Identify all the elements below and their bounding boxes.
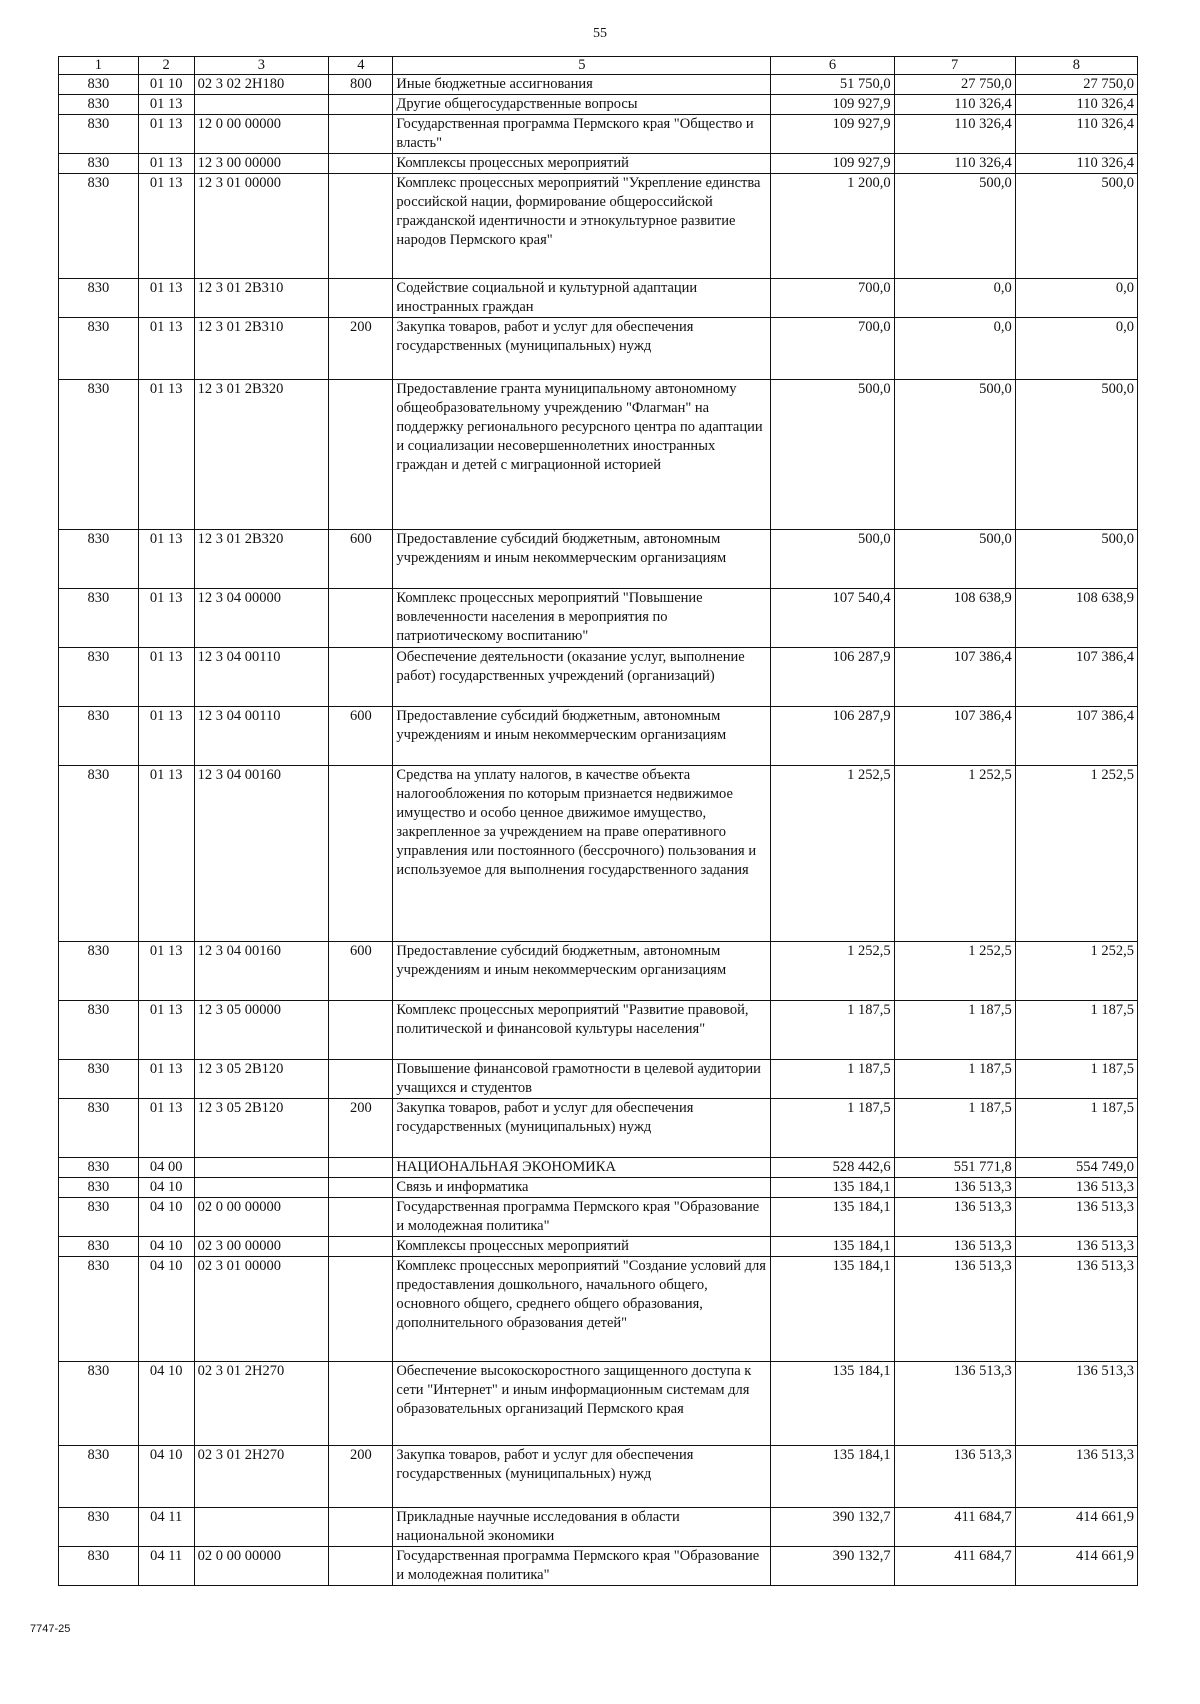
cell-amount-2025: 107 540,4 <box>771 589 894 648</box>
cell-admin-code: 830 <box>59 942 139 1001</box>
cell-section-code: 04 10 <box>138 1446 194 1508</box>
cell-admin-code: 830 <box>59 380 139 530</box>
cell-amount-2027: 500,0 <box>1015 174 1137 279</box>
cell-target-article-code: 12 3 01 2В310 <box>194 318 329 380</box>
cell-admin-code: 830 <box>59 115 139 154</box>
cell-target-article-code: 12 3 04 00160 <box>194 942 329 1001</box>
cell-section-code: 04 11 <box>138 1547 194 1586</box>
column-header: 1 <box>59 57 139 75</box>
cell-amount-2026: 108 638,9 <box>894 589 1015 648</box>
column-header: 5 <box>393 57 771 75</box>
cell-description: Комплекс процессных мероприятий "Развитие правовой, политической и финансовой культуры населения" <box>393 1001 771 1060</box>
cell-amount-2025: 1 187,5 <box>771 1099 894 1158</box>
cell-section-code: 01 13 <box>138 1060 194 1099</box>
cell-description: Государственная программа Пермского края "Общество и власть" <box>393 115 771 154</box>
table-row <box>59 1158 1138 1178</box>
cell-description: Содействие социальной и культурной адаптации иностранных граждан <box>393 279 771 318</box>
cell-admin-code: 830 <box>59 766 139 942</box>
table-row <box>59 1001 1138 1060</box>
cell-amount-2025: 390 132,7 <box>771 1508 894 1547</box>
cell-description: Комплексы процессных мероприятий <box>393 154 771 174</box>
cell-amount-2026: 107 386,4 <box>894 707 1015 766</box>
cell-section-code: 01 13 <box>138 95 194 115</box>
budget-table <box>58 56 1138 1586</box>
cell-amount-2026: 136 513,3 <box>894 1257 1015 1362</box>
cell-target-article-code: 12 0 00 00000 <box>194 115 329 154</box>
cell-expense-type-code <box>329 174 393 279</box>
column-header: 8 <box>1015 57 1137 75</box>
cell-amount-2025: 135 184,1 <box>771 1362 894 1446</box>
cell-admin-code: 830 <box>59 589 139 648</box>
cell-section-code: 01 13 <box>138 174 194 279</box>
cell-amount-2026: 136 513,3 <box>894 1237 1015 1257</box>
cell-section-code: 01 13 <box>138 380 194 530</box>
table-row <box>59 589 1138 648</box>
cell-amount-2025: 500,0 <box>771 380 894 530</box>
cell-amount-2026: 500,0 <box>894 174 1015 279</box>
cell-expense-type-code: 200 <box>329 1446 393 1508</box>
cell-description: Предоставление субсидий бюджетным, автономным учреждениям и иным некоммерческим организациям <box>393 707 771 766</box>
cell-expense-type-code <box>329 589 393 648</box>
cell-amount-2026: 500,0 <box>894 530 1015 589</box>
cell-amount-2027: 136 513,3 <box>1015 1198 1137 1237</box>
table-row <box>59 1257 1138 1362</box>
cell-amount-2025: 106 287,9 <box>771 648 894 707</box>
cell-target-article-code: 02 3 01 2Н270 <box>194 1446 329 1508</box>
header-row <box>59 57 1138 75</box>
cell-admin-code: 830 <box>59 1198 139 1237</box>
cell-amount-2027: 414 661,9 <box>1015 1508 1137 1547</box>
cell-description: Предоставление субсидий бюджетным, автономным учреждениям и иным некоммерческим организациям <box>393 942 771 1001</box>
cell-amount-2026: 136 513,3 <box>894 1362 1015 1446</box>
cell-admin-code: 830 <box>59 95 139 115</box>
cell-target-article-code: 02 3 01 2Н270 <box>194 1362 329 1446</box>
cell-admin-code: 830 <box>59 75 139 95</box>
cell-expense-type-code: 800 <box>329 75 393 95</box>
cell-expense-type-code: 600 <box>329 942 393 1001</box>
cell-expense-type-code <box>329 279 393 318</box>
cell-amount-2026: 136 513,3 <box>894 1446 1015 1508</box>
cell-admin-code: 830 <box>59 1060 139 1099</box>
cell-expense-type-code: 200 <box>329 318 393 380</box>
cell-amount-2025: 390 132,7 <box>771 1547 894 1586</box>
cell-expense-type-code <box>329 1257 393 1362</box>
cell-target-article-code: 12 3 04 00000 <box>194 589 329 648</box>
cell-amount-2025: 51 750,0 <box>771 75 894 95</box>
table-row <box>59 75 1138 95</box>
cell-description: Прикладные научные исследования в области национальной экономики <box>393 1508 771 1547</box>
cell-amount-2026: 107 386,4 <box>894 648 1015 707</box>
table-row <box>59 1099 1138 1158</box>
cell-amount-2027: 107 386,4 <box>1015 648 1137 707</box>
cell-target-article-code: 12 3 01 2В320 <box>194 380 329 530</box>
cell-target-article-code: 12 3 04 00110 <box>194 707 329 766</box>
cell-expense-type-code <box>329 1178 393 1198</box>
cell-amount-2027: 554 749,0 <box>1015 1158 1137 1178</box>
cell-section-code: 04 10 <box>138 1362 194 1446</box>
cell-amount-2027: 110 326,4 <box>1015 95 1137 115</box>
cell-expense-type-code <box>329 1547 393 1586</box>
cell-target-article-code <box>194 1158 329 1178</box>
cell-description: Повышение финансовой грамотности в целевой аудитории учащихся и студентов <box>393 1060 771 1099</box>
cell-amount-2027: 1 187,5 <box>1015 1060 1137 1099</box>
cell-amount-2027: 1 187,5 <box>1015 1001 1137 1060</box>
table-row <box>59 530 1138 589</box>
table-row <box>59 648 1138 707</box>
cell-amount-2027: 0,0 <box>1015 279 1137 318</box>
cell-amount-2025: 109 927,9 <box>771 154 894 174</box>
cell-section-code: 01 13 <box>138 942 194 1001</box>
cell-amount-2025: 1 187,5 <box>771 1060 894 1099</box>
cell-target-article-code: 12 3 00 00000 <box>194 154 329 174</box>
cell-target-article-code: 02 3 01 00000 <box>194 1257 329 1362</box>
cell-amount-2027: 110 326,4 <box>1015 115 1137 154</box>
cell-amount-2027: 110 326,4 <box>1015 154 1137 174</box>
cell-amount-2027: 1 187,5 <box>1015 1099 1137 1158</box>
cell-amount-2027: 136 513,3 <box>1015 1446 1137 1508</box>
cell-amount-2027: 136 513,3 <box>1015 1237 1137 1257</box>
cell-amount-2026: 110 326,4 <box>894 95 1015 115</box>
cell-amount-2027: 1 252,5 <box>1015 942 1137 1001</box>
cell-amount-2026: 1 252,5 <box>894 766 1015 942</box>
cell-admin-code: 830 <box>59 279 139 318</box>
cell-description: Комплекс процессных мероприятий "Повышение вовлеченности населения в мероприятия по патриотическому воспитанию" <box>393 589 771 648</box>
cell-expense-type-code <box>329 648 393 707</box>
cell-amount-2026: 0,0 <box>894 279 1015 318</box>
cell-description: Комплекс процессных мероприятий "Укрепление единства российской нации, формирование общероссийской гражданской идентичности и этнокультурное развитие народов Пермского края" <box>393 174 771 279</box>
cell-amount-2025: 135 184,1 <box>771 1178 894 1198</box>
table-row <box>59 380 1138 530</box>
cell-section-code: 01 13 <box>138 115 194 154</box>
cell-target-article-code: 02 0 00 00000 <box>194 1198 329 1237</box>
cell-amount-2025: 1 187,5 <box>771 1001 894 1060</box>
cell-expense-type-code <box>329 95 393 115</box>
cell-admin-code: 830 <box>59 1508 139 1547</box>
cell-amount-2027: 136 513,3 <box>1015 1362 1137 1446</box>
cell-amount-2026: 411 684,7 <box>894 1508 1015 1547</box>
table-row <box>59 174 1138 279</box>
cell-amount-2026: 1 187,5 <box>894 1060 1015 1099</box>
cell-expense-type-code <box>329 1508 393 1547</box>
cell-admin-code: 830 <box>59 1257 139 1362</box>
cell-admin-code: 830 <box>59 174 139 279</box>
cell-expense-type-code: 600 <box>329 707 393 766</box>
cell-description: Иные бюджетные ассигнования <box>393 75 771 95</box>
table-row <box>59 1362 1138 1446</box>
cell-amount-2025: 135 184,1 <box>771 1198 894 1237</box>
cell-target-article-code: 02 0 00 00000 <box>194 1547 329 1586</box>
cell-description: Связь и информатика <box>393 1178 771 1198</box>
cell-amount-2025: 700,0 <box>771 318 894 380</box>
cell-amount-2027: 0,0 <box>1015 318 1137 380</box>
cell-section-code: 01 13 <box>138 1001 194 1060</box>
cell-expense-type-code <box>329 115 393 154</box>
cell-amount-2025: 135 184,1 <box>771 1257 894 1362</box>
cell-expense-type-code <box>329 1060 393 1099</box>
cell-amount-2027: 500,0 <box>1015 380 1137 530</box>
cell-description: Комплекс процессных мероприятий "Создание условий для предоставления дошкольного, начального общего, основного общего, среднего общего образования, дополнительного образования детей" <box>393 1257 771 1362</box>
column-header: 7 <box>894 57 1015 75</box>
cell-section-code: 01 13 <box>138 707 194 766</box>
cell-amount-2025: 1 200,0 <box>771 174 894 279</box>
cell-admin-code: 830 <box>59 1237 139 1257</box>
cell-expense-type-code <box>329 1001 393 1060</box>
cell-target-article-code: 12 3 01 00000 <box>194 174 329 279</box>
cell-amount-2025: 528 442,6 <box>771 1158 894 1178</box>
cell-admin-code: 830 <box>59 1178 139 1198</box>
cell-expense-type-code: 200 <box>329 1099 393 1158</box>
cell-section-code: 01 13 <box>138 648 194 707</box>
column-header: 3 <box>194 57 329 75</box>
table-body <box>59 75 1138 1586</box>
cell-amount-2027: 1 252,5 <box>1015 766 1137 942</box>
cell-amount-2027: 107 386,4 <box>1015 707 1137 766</box>
table-row <box>59 1178 1138 1198</box>
cell-expense-type-code <box>329 1198 393 1237</box>
cell-admin-code: 830 <box>59 1547 139 1586</box>
cell-amount-2025: 700,0 <box>771 279 894 318</box>
table-row <box>59 95 1138 115</box>
cell-amount-2026: 27 750,0 <box>894 75 1015 95</box>
cell-admin-code: 830 <box>59 1362 139 1446</box>
cell-target-article-code <box>194 1178 329 1198</box>
cell-amount-2025: 135 184,1 <box>771 1237 894 1257</box>
cell-section-code: 04 10 <box>138 1237 194 1257</box>
column-header: 4 <box>329 57 393 75</box>
cell-amount-2026: 1 187,5 <box>894 1099 1015 1158</box>
cell-amount-2026: 136 513,3 <box>894 1198 1015 1237</box>
cell-amount-2025: 106 287,9 <box>771 707 894 766</box>
cell-description: Закупка товаров, работ и услуг для обеспечения государственных (муниципальных) нужд <box>393 1446 771 1508</box>
cell-admin-code: 830 <box>59 154 139 174</box>
cell-target-article-code: 12 3 05 00000 <box>194 1001 329 1060</box>
cell-amount-2026: 136 513,3 <box>894 1178 1015 1198</box>
cell-description: Обеспечение деятельности (оказание услуг, выполнение работ) государственных учреждений (организаций) <box>393 648 771 707</box>
cell-amount-2025: 135 184,1 <box>771 1446 894 1508</box>
cell-admin-code: 830 <box>59 1158 139 1178</box>
cell-description: Предоставление гранта муниципальному автономному общеобразовательному учреждению "Флагман" на поддержку регионального ресурсного центра по адаптации и социализации несовершеннолетних иностранных граждан и детей с миграционной историей <box>393 380 771 530</box>
cell-expense-type-code <box>329 154 393 174</box>
cell-target-article-code: 02 3 02 2Н180 <box>194 75 329 95</box>
cell-amount-2025: 109 927,9 <box>771 95 894 115</box>
cell-amount-2027: 136 513,3 <box>1015 1178 1137 1198</box>
table-row <box>59 1060 1138 1099</box>
cell-amount-2025: 500,0 <box>771 530 894 589</box>
table-row <box>59 154 1138 174</box>
cell-amount-2025: 109 927,9 <box>771 115 894 154</box>
cell-description: Комплексы процессных мероприятий <box>393 1237 771 1257</box>
cell-admin-code: 830 <box>59 1446 139 1508</box>
table-row <box>59 279 1138 318</box>
cell-expense-type-code <box>329 766 393 942</box>
cell-target-article-code <box>194 95 329 115</box>
cell-amount-2026: 0,0 <box>894 318 1015 380</box>
table-row <box>59 1547 1138 1586</box>
cell-amount-2026: 1 252,5 <box>894 942 1015 1001</box>
column-header: 6 <box>771 57 894 75</box>
column-header: 2 <box>138 57 194 75</box>
cell-section-code: 04 10 <box>138 1198 194 1237</box>
cell-section-code: 04 10 <box>138 1257 194 1362</box>
cell-description: Средства на уплату налогов, в качестве объекта налогообложения по которым признается недвижимое имущество и особо ценное движимое имущество, закрепленное за учреждением на праве оперативного управления или постоянного (бессрочного) пользования и используемое для выполнения государственного задания <box>393 766 771 942</box>
cell-amount-2027: 136 513,3 <box>1015 1257 1137 1362</box>
table-row <box>59 318 1138 380</box>
cell-section-code: 04 10 <box>138 1178 194 1198</box>
table-row <box>59 707 1138 766</box>
cell-section-code: 01 13 <box>138 279 194 318</box>
table-row <box>59 1508 1138 1547</box>
cell-description: Государственная программа Пермского края "Образование и молодежная политика" <box>393 1547 771 1586</box>
cell-section-code: 01 13 <box>138 154 194 174</box>
cell-section-code: 01 13 <box>138 589 194 648</box>
cell-amount-2027: 414 661,9 <box>1015 1547 1137 1586</box>
cell-expense-type-code <box>329 1158 393 1178</box>
table-row <box>59 1446 1138 1508</box>
cell-section-code: 01 13 <box>138 318 194 380</box>
cell-section-code: 01 13 <box>138 530 194 589</box>
cell-admin-code: 830 <box>59 1099 139 1158</box>
cell-description: Другие общегосударственные вопросы <box>393 95 771 115</box>
cell-admin-code: 830 <box>59 318 139 380</box>
cell-amount-2026: 1 187,5 <box>894 1001 1015 1060</box>
cell-amount-2027: 108 638,9 <box>1015 589 1137 648</box>
cell-amount-2026: 500,0 <box>894 380 1015 530</box>
cell-description: Государственная программа Пермского края "Образование и молодежная политика" <box>393 1198 771 1237</box>
table-row <box>59 115 1138 154</box>
cell-description: Закупка товаров, работ и услуг для обеспечения государственных (муниципальных) нужд <box>393 1099 771 1158</box>
table-row <box>59 766 1138 942</box>
cell-amount-2027: 27 750,0 <box>1015 75 1137 95</box>
document-code: 7747-25 <box>30 1623 71 1635</box>
cell-target-article-code: 02 3 00 00000 <box>194 1237 329 1257</box>
cell-amount-2025: 1 252,5 <box>771 942 894 1001</box>
cell-expense-type-code <box>329 380 393 530</box>
cell-target-article-code: 12 3 04 00110 <box>194 648 329 707</box>
cell-section-code: 01 10 <box>138 75 194 95</box>
cell-target-article-code: 12 3 05 2В120 <box>194 1099 329 1158</box>
cell-description: Обеспечение высокоскоростного защищенного доступа к сети "Интернет" и иным информационным системам для образовательных организаций Пермского края <box>393 1362 771 1446</box>
table-row <box>59 1237 1138 1257</box>
cell-target-article-code: 12 3 01 2В320 <box>194 530 329 589</box>
cell-description: Предоставление субсидий бюджетным, автономным учреждениям и иным некоммерческим организациям <box>393 530 771 589</box>
cell-target-article-code: 12 3 01 2В310 <box>194 279 329 318</box>
cell-admin-code: 830 <box>59 1001 139 1060</box>
cell-expense-type-code <box>329 1237 393 1257</box>
table-row <box>59 942 1138 1001</box>
cell-amount-2026: 110 326,4 <box>894 154 1015 174</box>
cell-section-code: 01 13 <box>138 1099 194 1158</box>
cell-section-code: 01 13 <box>138 766 194 942</box>
cell-admin-code: 830 <box>59 530 139 589</box>
cell-expense-type-code: 600 <box>329 530 393 589</box>
cell-target-article-code: 12 3 05 2В120 <box>194 1060 329 1099</box>
cell-amount-2026: 110 326,4 <box>894 115 1015 154</box>
page-number: 55 <box>593 26 607 41</box>
cell-section-code: 04 00 <box>138 1158 194 1178</box>
cell-admin-code: 830 <box>59 707 139 766</box>
cell-target-article-code: 12 3 04 00160 <box>194 766 329 942</box>
cell-target-article-code <box>194 1508 329 1547</box>
table-row <box>59 1198 1138 1237</box>
cell-amount-2026: 551 771,8 <box>894 1158 1015 1178</box>
cell-amount-2027: 500,0 <box>1015 530 1137 589</box>
cell-description: НАЦИОНАЛЬНАЯ ЭКОНОМИКА <box>393 1158 771 1178</box>
cell-description: Закупка товаров, работ и услуг для обеспечения государственных (муниципальных) нужд <box>393 318 771 380</box>
cell-admin-code: 830 <box>59 648 139 707</box>
cell-amount-2025: 1 252,5 <box>771 766 894 942</box>
cell-section-code: 04 11 <box>138 1508 194 1547</box>
cell-amount-2026: 411 684,7 <box>894 1547 1015 1586</box>
cell-expense-type-code <box>329 1362 393 1446</box>
